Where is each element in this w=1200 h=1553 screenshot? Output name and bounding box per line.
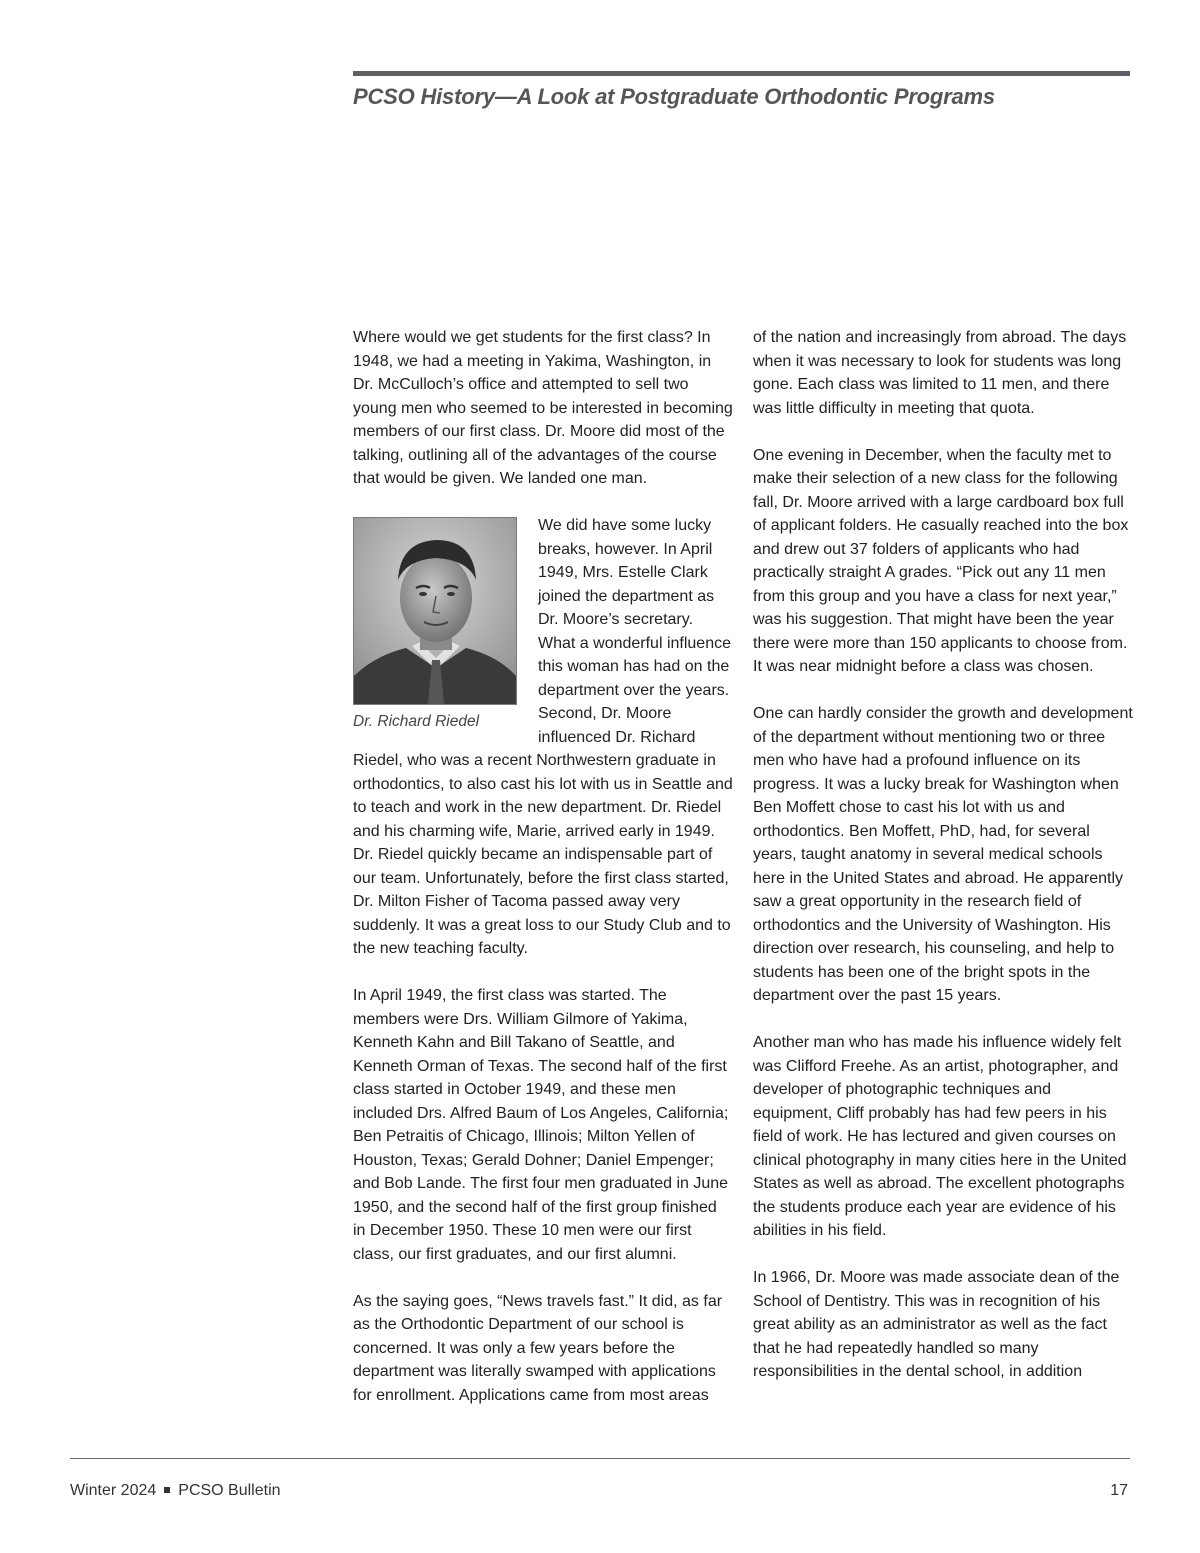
article-title: PCSO History—A Look at Postgraduate Orthodontic Programs xyxy=(353,84,995,109)
paragraph: As the saying goes, “News travels fast.” It did, as far as the Orthodontic Department of our school is concerned. It was only a few years before the department was literally swamped with applications for enrollment. Applications came from most areas xyxy=(353,1292,723,1404)
paragraph: In April 1949, the first class was started. The members were Drs. William Gilmore of Yakima, Kenneth Kahn and Bill Takano of Seattle, and Kenneth Orman of Texas. The second half of the first class started in October 1949, and these men included Drs. Alfred Baum of Los Angeles, California; Ben Petraitis of Chicago, Illinois; Milton Yellen of Houston, Texas; Gerald Dohner; Daniel Empenger; and Bob Lande. The first four men graduated in June 1950, and the second half of the first group finished in December 1950. These 10 men were our first class, our first graduates, and our first alumni. xyxy=(353,987,729,1263)
paragraph: One can hardly consider the growth and development of the department without mentioning two or three men who have had a profound influence on its progress. It was a lucky break for Washington when Ben Moffett chose to cast his lot with us and orthodontics. Ben Moffett, PhD, had, for several years, taught anatomy in several medical schools here in the United States and abroad. He apparently saw a great opportunity in the research field of orthodontics and the University of Washington. His direction over research, his counseling, and help to students has been one of the bright spots in the department over the past 15 years. xyxy=(753,705,1133,1004)
paragraph: Where would we get students for the first class? In 1948, we had a meeting in Yakima, Washington, in Dr. McCulloch’s office and attempted to sell two young men who seemed to be interested in becoming members of our first class. Dr. Moore did most of the talking, outlining all of the advantages of the course that would be given. We landed one man. xyxy=(353,329,733,487)
page-number: 17 xyxy=(1110,1482,1128,1499)
bullet-separator-icon xyxy=(164,1487,170,1493)
page-footer xyxy=(70,1481,1130,1501)
header-rule xyxy=(353,71,1130,76)
left-column xyxy=(353,326,733,1407)
right-column xyxy=(753,326,1133,1384)
footer-rule xyxy=(70,1458,1130,1459)
paragraph: Another man who has made his influence widely felt was Clifford Freehe. As an artist, photographer, and developer of photographic techniques and equipment, Cliff probably has had few peers in his field of work. He has lectured and given courses on clinical photography in many cities here in the United States as well as abroad. The excellent photographs the students produce each year are evidence of his abilities in his field. xyxy=(753,1034,1127,1239)
photo-caption: Dr. Richard Riedel xyxy=(353,713,480,730)
footer-issue: Winter 2024 xyxy=(70,1482,157,1499)
footer-publication: PCSO Bulletin xyxy=(178,1482,281,1499)
paragraph: One evening in December, when the faculty met to make their selection of a new class for the following fall, Dr. Moore arrived with a large cardboard box full of applicant folders. He casually reached into the box and drew out 37 folders of applicants who had practically straight A grades. “Pick out any 11 men from this group and you have a class for next year,” was his suggestion. That might have been the year there were more than 150 applicants to choose from. It was near midnight before a class was chosen. xyxy=(753,446,1129,675)
paragraph: In 1966, Dr. Moore was made associate dean of the School of Dentistry. This was in recognition of his great ability as an administrator as well as the fact that he had repeatedly handled so many responsibilities in the dental school, in addition xyxy=(753,1269,1120,1380)
paragraph: of the nation and increasingly from abroad. The days when it was necessary to look for students was long gone. Each class was limited to 11 men, and there was little difficulty in meeting that quota. xyxy=(753,329,1127,417)
paragraph: We did have some lucky breaks, however. In April 1949, Mrs. Estelle Clark joined the department as Dr. Moore’s secretary. What a wonderful influence this woman has had on the department over the years. Second, Dr. Moore influenced Dr. Richard Riedel, who was a recent Northwestern graduate in orthodontics, to also cast his lot with us in Seattle and to teach and work in the new department. Dr. Riedel and his charming wife, Marie, arrived early in 1949. Dr. Riedel quickly became an indispensable part of our team. Unfortunately, before the first class started, Dr. Milton Fisher of Tacoma passed away very suddenly. It was a great loss to our Study Club and to the new teaching faculty. xyxy=(353,517,733,957)
portrait-figure xyxy=(353,517,525,731)
portrait-photo xyxy=(353,517,517,705)
